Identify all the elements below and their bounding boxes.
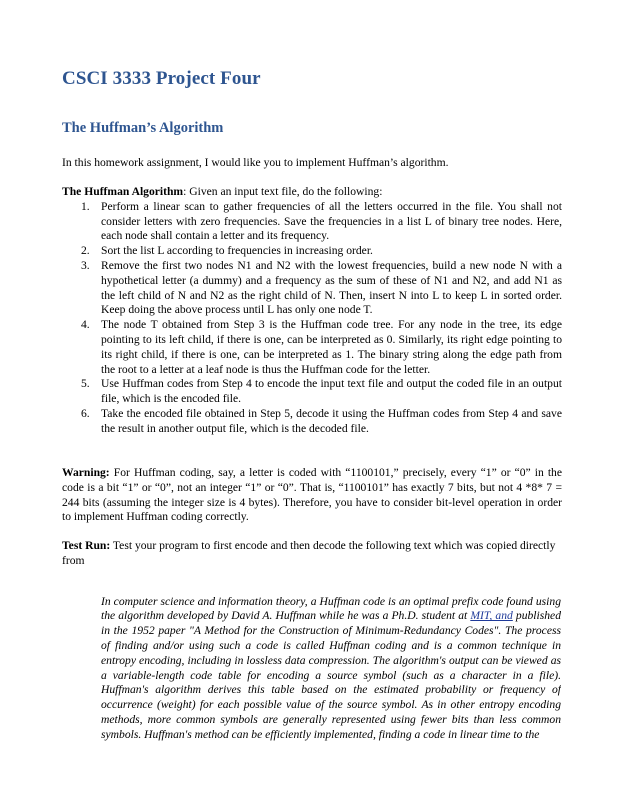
document-title: CSCI 3333 Project Four bbox=[62, 68, 261, 89]
quote-text-part2: published in the 1952 paper "A Method for the Construction of Minimum-Redundancy Codes". The process of finding and/or using such a code is called Huffman coding and is a common technique in entropy encoding, including in lossless data compression. The algorithm's output can be viewed as a variable-length code table for encoding a source symbol (such as a character in a file). Huffman's algorithm derives this table based on the estimated probability or frequency of occurrence (weight) for each possible value of the source symbol. As in other entropy encoding methods, more common symbols are generally represented using fewer bits than less common symbols. Huffman's method can be efficiently implemented, finding a code in linear time to the bbox=[101, 609, 561, 741]
warning-label: Warning: bbox=[62, 466, 110, 479]
warning-text: For Huffman coding, say, a letter is coded with “1100101,” precisely, every “1” or “0” in the code is a bit “1” or “0”, not an integer “1” or “0”. That is, “1100101” has exactly 7 bits, but not 4 *8* 7 = 244 bits (assuming the integer size is 4 bytes). Therefore, you have to consider bit-level operation in order to implement Huffman coding correctly. bbox=[62, 466, 562, 524]
algorithm-section bbox=[62, 185, 562, 437]
warning-paragraph bbox=[62, 466, 562, 525]
test-run-paragraph bbox=[62, 539, 562, 569]
step-text: The node T obtained from Step 3 is the Huffman code tree. For any node in the tree, its edge pointing to its left child, if there is one, can be interpreted as 0. Similarly, its right edge pointing to its right child, if there is one, can be interpreted as 1. The binary string along the edge path from the root to a letter at a leaf node is thus the Huffman code for the letter. bbox=[101, 318, 562, 376]
algorithm-step bbox=[62, 407, 562, 437]
step-text: Sort the list L according to frequencies in increasing order. bbox=[101, 244, 373, 258]
quote-text-part1: In computer science and information theory, a Huffman code is an optimal prefix code found using the algorithm developed by David A. Huffman while he was a Ph.D. student at bbox=[101, 594, 561, 623]
step-number: 3. bbox=[81, 258, 90, 272]
step-text: Remove the first two nodes N1 and N2 with the lowest frequencies, build a new node N with a hypothetical letter (a dummy) and a frequency as the sum of these of N1 and N2, and add N1 as the left child of N and N2 as the right child of N. Then, insert N into L to keep L in sorted order. Keep doing the above process until L has only one node T. bbox=[101, 258, 562, 317]
section-heading: The Huffman’s Algorithm bbox=[62, 120, 224, 136]
step-number: 5. bbox=[81, 377, 90, 391]
algorithm-step bbox=[62, 318, 562, 377]
algorithm-lead-text: : Given an input text file, do the following: bbox=[183, 185, 383, 198]
step-number: 4. bbox=[81, 318, 90, 332]
intro-paragraph: In this homework assignment, I would like you to implement Huffman’s algorithm. bbox=[62, 156, 449, 169]
quoted-text-block bbox=[101, 595, 561, 765]
test-run-text: Test your program to first encode and then decode the following text which was copied directly from bbox=[62, 539, 556, 567]
step-text: Take the encoded file obtained in Step 5, decode it using the Huffman codes from Step 4 and save the result in another output file, which is the decoded file. bbox=[101, 406, 562, 435]
step-number: 6. bbox=[81, 406, 90, 420]
quote-link[interactable]: MIT, and bbox=[470, 609, 513, 623]
step-text: Perform a linear scan to gather frequencies of all the letters occurred in the file. You shall not consider letters with zero frequencies. Save the frequencies in a list L of binary tree nodes. Here, each node shall contain a letter and its frequency. bbox=[101, 199, 562, 243]
step-text: Use Huffman codes from Step 4 to encode the input text file and output the coded file in an output file, which is the encoded file. bbox=[101, 377, 562, 406]
test-run-label: Test Run: bbox=[62, 539, 111, 552]
step-number: 2. bbox=[81, 244, 90, 258]
algorithm-steps-list bbox=[62, 200, 562, 437]
algorithm-lead bbox=[62, 185, 562, 200]
algorithm-step bbox=[62, 200, 562, 244]
algorithm-step bbox=[62, 244, 562, 259]
algorithm-heading: The Huffman Algorithm bbox=[62, 185, 184, 198]
step-number: 1. bbox=[81, 199, 90, 213]
algorithm-step bbox=[62, 259, 562, 318]
algorithm-step bbox=[62, 377, 562, 407]
